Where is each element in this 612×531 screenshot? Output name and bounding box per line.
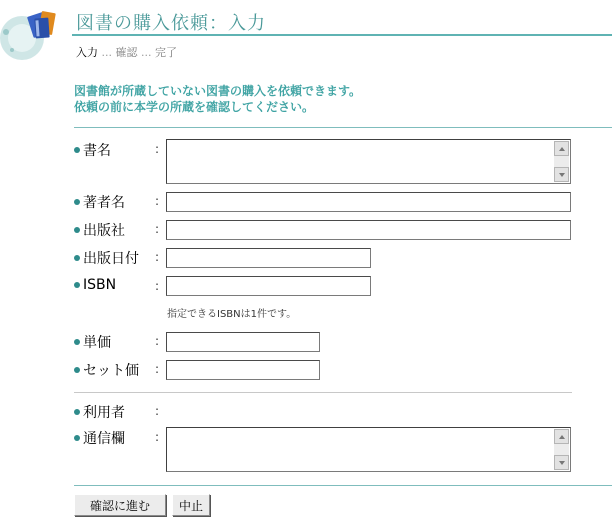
colon: : [155,362,160,376]
books-logo-icon [0,4,72,64]
section-divider [74,127,612,128]
scroll-down-icon[interactable] [554,167,569,182]
intro-text [74,83,361,115]
user-label: 利用者 [74,402,125,422]
title-textarea[interactable] [166,139,571,184]
cancel-button[interactable]: 中止 [172,494,210,516]
intro-line: 図書館が所蔵していない図書の購入を依頼できます。 [74,84,362,98]
colon: : [155,404,160,418]
isbn-label: ISBN [74,277,116,293]
step-separator: ... [101,46,112,59]
setprice-label: セット価 [74,360,139,380]
bullet-icon [74,147,80,153]
bullet-icon [74,227,80,233]
step-separator: ... [141,46,152,59]
bullet-icon [74,199,80,205]
step-input: 入力 [76,46,98,59]
isbn-note: 指定できるISBNは1件です。 [167,309,297,320]
step-confirm: 確認 [115,46,138,59]
bullet-icon [74,282,80,288]
bullet-icon [74,367,80,373]
colon: : [155,430,160,444]
setprice-input[interactable] [166,360,320,380]
comment-textarea[interactable] [166,427,571,472]
author-label: 著者名 [74,192,125,212]
bullet-icon [74,435,80,441]
page-title: 図書の購入依頼：入力 [76,13,266,34]
price-label: 単価 [74,332,111,352]
pubdate-input[interactable] [166,248,371,268]
scroll-up-icon[interactable] [554,429,569,444]
intro-line: 依頼の前に本学の所蔵を確認してください。 [74,100,315,114]
colon: : [155,250,160,264]
isbn-input[interactable] [166,276,371,296]
comment-scrollbar[interactable] [554,429,569,470]
colon: : [155,279,160,293]
title-divider [72,34,612,36]
author-input[interactable] [166,192,571,212]
scroll-up-icon[interactable] [554,141,569,156]
step-complete: 完了 [155,46,177,59]
title-scrollbar[interactable] [554,141,569,182]
title-label: 書名 [74,140,111,160]
comment-label: 通信欄 [74,428,125,448]
step-indicator [76,44,177,60]
pubdate-label: 出版日付 [74,248,139,268]
bullet-icon [74,255,80,261]
publisher-input[interactable] [166,220,571,240]
publisher-label: 出版社 [74,220,125,240]
scroll-down-icon[interactable] [554,455,569,470]
confirm-button[interactable]: 確認に進む [74,494,166,516]
colon: : [155,334,160,348]
colon: : [155,142,160,156]
section-divider [74,392,572,393]
bullet-icon [74,409,80,415]
section-divider [74,485,612,486]
bullet-icon [74,339,80,345]
colon: : [155,222,160,236]
colon: : [155,194,160,208]
price-input[interactable] [166,332,320,352]
